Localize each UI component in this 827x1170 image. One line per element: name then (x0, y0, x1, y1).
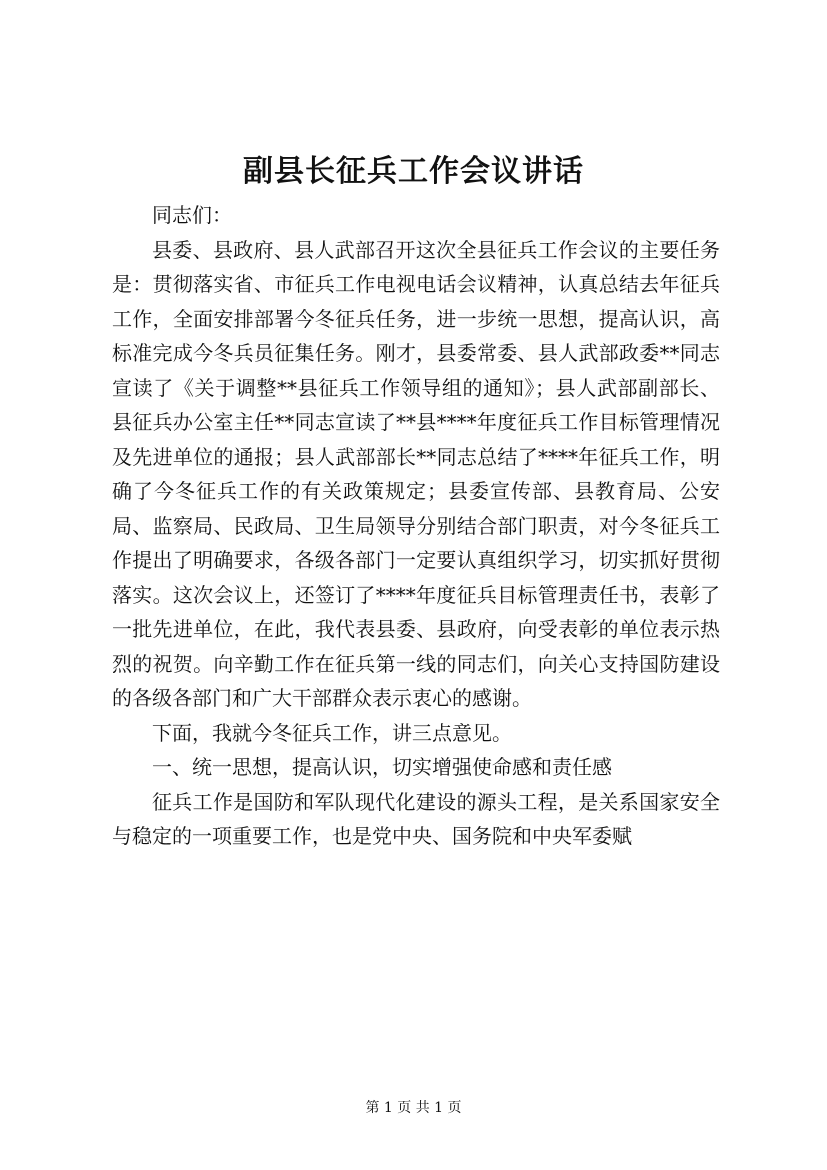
paragraph-section-1: 征兵工作是国防和军队现代化建设的源头工程，是关系国家安全与稳定的一项重要工作，也是党中央、国务院和中央军委赋 (112, 789, 720, 848)
document-title: 副县长征兵工作会议讲话 (243, 154, 584, 189)
document-body (112, 198, 720, 854)
page-footer: 第 1 页 共 1 页 (365, 1100, 462, 1116)
section-heading-1: 一、统一思想，提高认识，切实增强使命感和责任感 (152, 755, 612, 779)
paragraph-opening: 县委、县政府、县人武部召开这次全县征兵工作会议的主要任务是：贯彻落实省、市征兵工作电视电话会议精神，认真总结去年征兵工作，全面安排部署今冬征兵任务，进一步统一思想，提高认识，高标准完成今冬兵员征集任务。刚才，县委常委、县人武部政委**同志宣读了《关于调整**县征兵工作领导组的通知》；县人武部副部长、县征兵办公室主任**同志宣读了**县****年度征兵工作目标管理情况及先进单位的通报；县人武部部长**同志总结了****年征兵工作，明确了今冬征兵工作的有关政策规定；县委宣传部、县教育局、公安局、监察局、民政局、卫生局领导分别结合部门职责，对今冬征兵工作提出了明确要求，各级各部门一定要认真组织学习，切实抓好贯彻落实。这次会议上，还签订了****年度征兵目标管理责任书，表彰了一批先进单位，在此，我代表县委、县政府，向受表彰的单位表示热烈的祝贺。向辛勤工作在征兵第一线的同志们，向关心支持国防建设的各级各部门和广大干部群众表示衷心的感谢。 (112, 237, 720, 710)
paragraph-outline: 下面，我就今冬征兵工作，讲三点意见。 (152, 720, 512, 745)
paragraph-salutation: 同志们： (152, 203, 232, 227)
